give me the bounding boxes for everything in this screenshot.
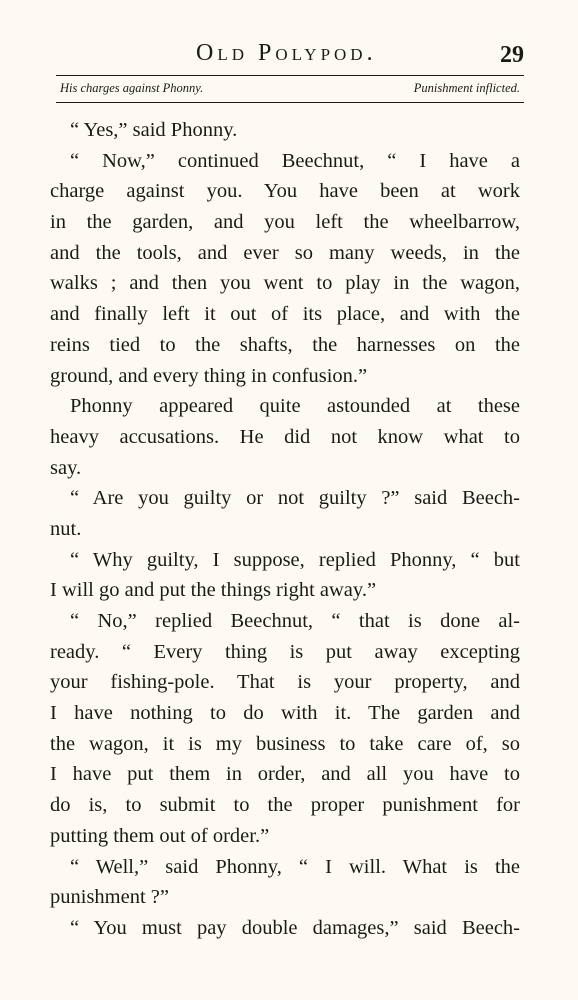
text-line: “ Well,” said Phonny, “ I will. What is the (70, 855, 520, 878)
page-number: 29 (500, 42, 524, 68)
text-line: “ Why guilty, I suppose, replied Phonny, “ but (70, 548, 520, 571)
text-line: ready. “ Every thing is put away excepting (50, 640, 520, 663)
text-line: punishment ?” (50, 886, 169, 909)
text-line: in the garden, and you left the wheelbarrow, (50, 211, 520, 234)
subheader-rule (56, 102, 524, 103)
text-line: and finally left it out of its place, and with the (50, 303, 520, 326)
text-line: and the tools, and ever so many weeds, in the (50, 241, 520, 264)
text-line: “ No,” replied Beechnut, “ that is done al- (70, 610, 520, 632)
text-line: “ Yes,” said Phonny. (70, 119, 238, 141)
text-line: I have put them in order, and all you have to (50, 763, 520, 786)
text-line: “ Now,” continued Beechnut, “ I have a (70, 149, 520, 172)
text-line: reins tied to the shafts, the harnesses on the (50, 333, 520, 356)
running-head (56, 38, 524, 72)
body-text (50, 115, 520, 944)
text-line: do is, to submit to the proper punishment for (50, 794, 520, 817)
running-title: Old Polypod. (196, 40, 377, 66)
text-line: your fishing-pole. That is your property, and (50, 671, 520, 694)
text-line: Phonny appeared quite astounded at these (70, 395, 520, 418)
text-line: heavy accusations. He did not know what to (50, 425, 520, 448)
text-line: I will go and put the things right away.” (50, 579, 377, 602)
text-line: say. (50, 456, 82, 479)
side-note-left: His charges against Phonny. (60, 81, 204, 95)
text-line: putting them out of order.” (50, 824, 270, 847)
text-line: “ You must pay double damages,” said Beech- (70, 916, 520, 939)
text-line: charge against you. You have been at work (50, 180, 520, 203)
text-line: walks ; and then you went to play in the wagon, (50, 272, 520, 295)
header-rule (56, 75, 524, 76)
text-line: the wagon, it is my business to take care of, so (50, 732, 520, 755)
side-note-right: Punishment inflicted. (413, 81, 520, 95)
text-line: nut. (50, 517, 82, 540)
text-line: I have nothing to do with it. The garden and (50, 702, 520, 725)
text-line: ground, and every thing in confusion.” (50, 364, 368, 387)
text-line: “ Are you guilty or not guilty ?” said Beech- (70, 487, 520, 510)
